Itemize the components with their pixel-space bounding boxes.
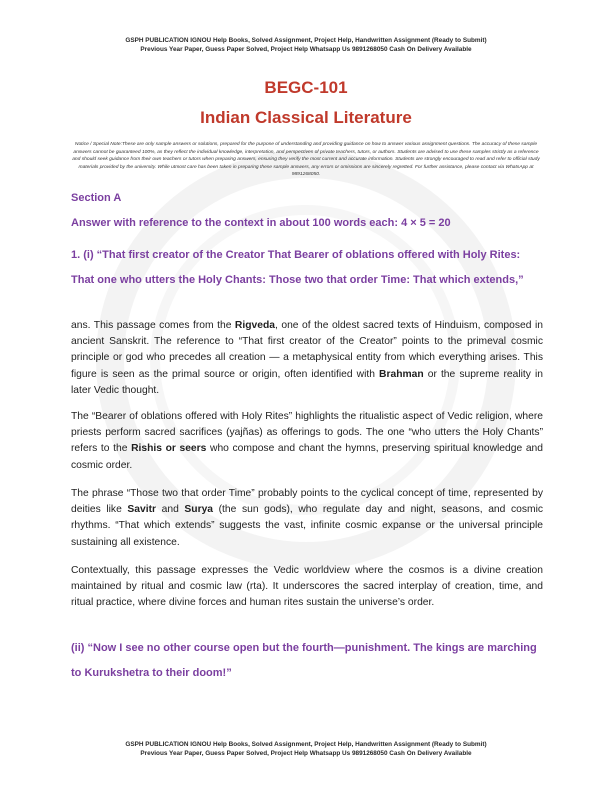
p1-text-1: ans. This passage comes from the: [71, 320, 235, 331]
p1-bold-rigveda: Rigveda: [234, 320, 275, 331]
disclaimer-notice: Notice / Special Note:These are only sample answers or solutions, prepared for the purpose of understanding and providing guidance on how to answer various assignment questions. The accuracy of these sample answers cannot be guaranteed 100%, as they reflect the individual knowledge, interpretation, and perspectives of private teachers, tutors, or authors. Students are advised to use these samples strictly as a reference and should seek guidance from their own teachers or tutors when preparing answers, ensuring they verify the most current and accurate information. Students are strongly encouraged to read and refer to official study materials provided by the university. While utmost care has been taken in preparing these sample answers, any errors or omissions are sincerely regretted. For further assistance, please contact via WhatsApp at 9891268050.: [72, 142, 540, 177]
question-2: (ii) “Now I see no other course open but the fourth—punishment. The kings are marching to Kurukshetra to their doom!”: [71, 642, 537, 679]
section-heading: Section A: [71, 192, 122, 204]
footer-line-1: GSPH PUBLICATION IGNOU Help Books, Solved Assignment, Project Help, Handwritten Assignment (Ready to Submit): [125, 741, 487, 748]
answer-paragraph-4: Contextually, this passage expresses the Vedic worldview where the cosmos is a divine creation maintained by ritual and cosmic law (rta). It underscores the sacred interplay of creation, time, and ritual practice, where divine forces and human rites sustain the universe’s order.: [71, 565, 543, 609]
p1-bold-brahman: Brahman: [379, 368, 424, 380]
answer-paragraph-1: [71, 318, 543, 399]
p1-text-3: or the supreme reality in later Vedic thought.: [71, 368, 543, 396]
p2-text-2: who compose and chant the hymns, preserving spiritual knowledge and cosmic order.: [71, 443, 544, 471]
p3-bold-surya: Surya: [184, 504, 214, 516]
header-line-2: Previous Year Paper, Guess Paper Solved, Project Help Whatsapp Us 9891268050 Cash On Delivery Available: [140, 46, 472, 53]
page-header: [0, 36, 612, 54]
course-title: Indian Classical Literature: [200, 108, 412, 127]
p3-text-1: The phrase “Those two that order Time” probably points to the cyclical concept of time, represented by deities like: [71, 488, 543, 516]
question-1: 1. (i) “That first creator of the Creator That Bearer of oblations offered with Holy Rites: That one who utters the Holy Chants: Those two that order Time: That which extends,”: [71, 249, 524, 286]
p2-text-1: The “Bearer of oblations offered with Holy Rites” highlights the ritualistic aspect of Vedic religion, where priests perform sacred sacrifices (yajñas) as offerings to gods. The one “who utters the Holy Chants” refers to the: [71, 411, 543, 455]
instruction-text: Answer with reference to the context in about 100 words each: 4 × 5 = 20: [71, 217, 451, 229]
footer-line-2: Previous Year Paper, Guess Paper Solved, Project Help Whatsapp Us 9891268050 Cash On Delivery Available: [140, 750, 472, 757]
p1-text-2: , one of the oldest sacred texts of Hinduism, composed in ancient Sanskrit. The reference to “That first creator of the Creator” points to the primeval cosmic principle or god who precedes all creation — a metaphysical entity from which everything arises. This figure is seen as the primal source or origin, often identified with: [71, 320, 543, 380]
course-code: BEGC-101: [264, 78, 348, 97]
p3-bold-savitr: Savitr: [127, 504, 157, 516]
answer-paragraph-2: [71, 409, 543, 474]
p3-text-3: (the sun gods), who regulate day and night, seasons, and cosmic rhythms. “That which extends” suggests the vast, infinite cosmic expanse or the universal principle sustaining all existence.: [71, 504, 544, 548]
page-footer: [0, 740, 612, 758]
answer-paragraph-3: [71, 486, 543, 551]
p3-text-2: and: [156, 504, 185, 516]
p2-bold-rishis: Rishis or seers: [131, 443, 207, 455]
header-line-1: GSPH PUBLICATION IGNOU Help Books, Solved Assignment, Project Help, Handwritten Assignment (Ready to Submit): [125, 37, 487, 44]
